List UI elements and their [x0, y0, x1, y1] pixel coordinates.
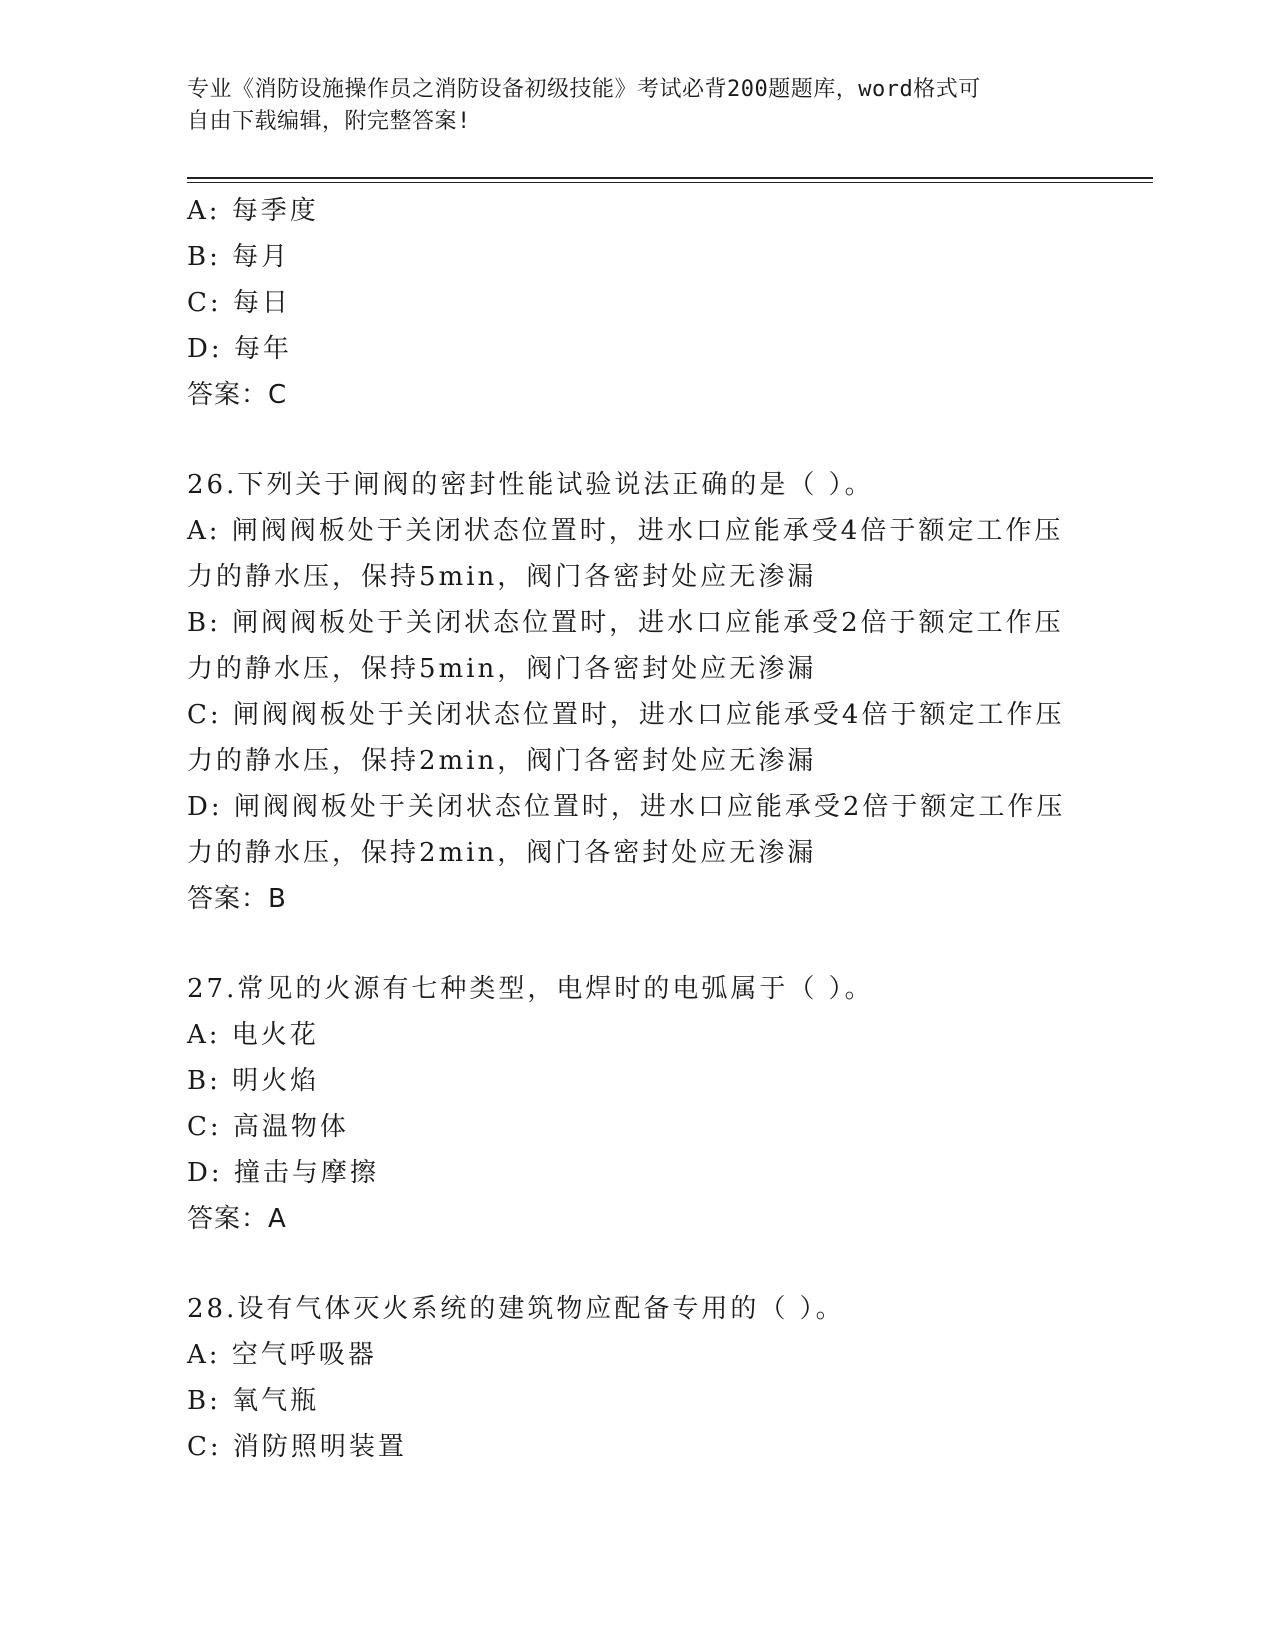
option-c: C: 消防照明装置: [187, 1432, 407, 1462]
option-c-line-1: C: 闸阀阀板处于关闭状态位置时，进水口应能承受4倍于额定工作压: [187, 700, 1065, 730]
question-27: [187, 966, 1087, 1242]
answer-line: 答案：A: [187, 1204, 287, 1234]
option-a-line-2: 力的静水压，保持5min，阀门各密封处应无渗漏: [187, 562, 817, 592]
option-b-line-1: B: 闸阀阀板处于关闭状态位置时，进水口应能承受2倍于额定工作压: [187, 608, 1064, 638]
option-a: A: 每季度: [187, 196, 319, 226]
question-28: [187, 1286, 1087, 1470]
question-stem: 26.下列关于闸阀的密封性能试验说法正确的是（ ）。: [187, 470, 874, 500]
option-c: C: 高温物体: [187, 1112, 349, 1142]
question-content: [187, 188, 1087, 1470]
option-b: B: 明火焰: [187, 1066, 320, 1096]
question-spacer: [187, 922, 1087, 966]
option-b-line-2: 力的静水压，保持5min，阀门各密封处应无渗漏: [187, 654, 817, 684]
header-line-1: 专业《消防设施操作员之消防设备初级技能》考试必背200题题库，word格式可: [187, 77, 981, 102]
question-spacer: [187, 418, 1087, 462]
option-a-line-1: A: 闸阀阀板处于关闭状态位置时，进水口应能承受4倍于额定工作压: [187, 516, 1064, 546]
option-d-line-1: D: 闸阀阀板处于关闭状态位置时，进水口应能承受2倍于额定工作压: [187, 792, 1066, 822]
option-d: D: 每年: [187, 334, 292, 364]
question-stem: 28.设有气体灭火系统的建筑物应配备专用的（ ）。: [187, 1294, 845, 1324]
question-26: [187, 462, 1087, 922]
header-line-2: 自由下载编辑，附完整答案!: [187, 109, 471, 134]
header-divider-top: [187, 177, 1153, 179]
question-stem: 27.常见的火源有七种类型，电焊时的电弧属于（ ）。: [187, 974, 874, 1004]
document-header: [187, 74, 1067, 138]
option-d-line-2: 力的静水压，保持2min，阀门各密封处应无渗漏: [187, 838, 817, 868]
option-a: A: 空气呼吸器: [187, 1340, 377, 1370]
option-b: B: 每月: [187, 242, 291, 272]
question-spacer: [187, 1242, 1087, 1286]
answer-line: 答案：C: [187, 380, 288, 410]
option-b: B: 氧气瓶: [187, 1386, 320, 1416]
option-c: C: 每日: [187, 288, 291, 318]
header-divider-bottom: [187, 182, 1153, 183]
option-a: A: 电火花: [187, 1020, 319, 1050]
option-d: D: 撞击与摩擦: [187, 1158, 379, 1188]
question-25: [187, 188, 1087, 418]
option-c-line-2: 力的静水压，保持2min，阀门各密封处应无渗漏: [187, 746, 817, 776]
answer-line: 答案：B: [187, 884, 287, 914]
